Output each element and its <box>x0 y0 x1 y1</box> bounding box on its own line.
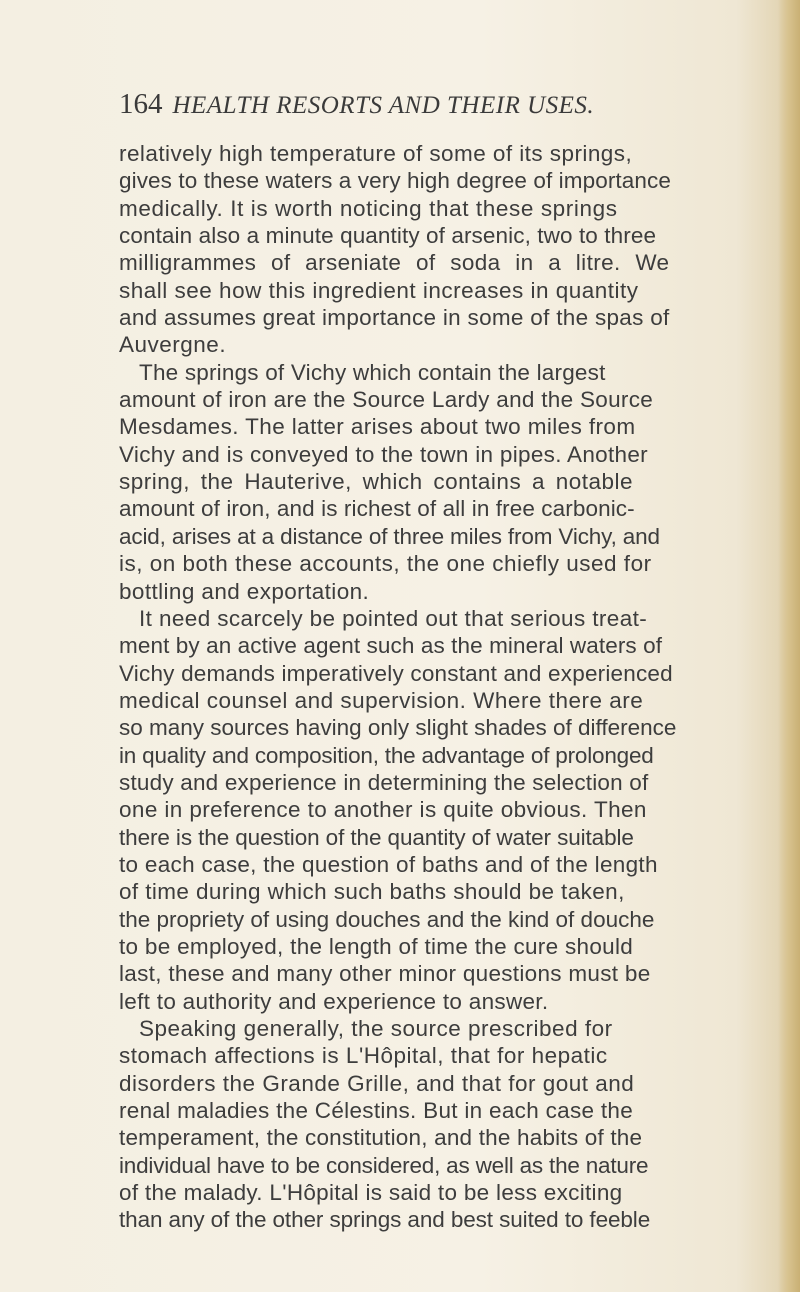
text-line: medically. It is worth noticing that these springs <box>119 195 618 221</box>
text-line: bottling and exportation. <box>119 578 370 604</box>
text-line: of time during which such baths should be taken, <box>119 879 625 905</box>
text-line: medical counsel and supervision. Where there are <box>119 687 644 713</box>
text-line: study and experience in determining the selection of <box>119 769 649 795</box>
text-line: spring, the Hauterive, which contains a notable <box>119 469 634 495</box>
text-line: last, these and many other minor questions must be <box>119 961 651 987</box>
text-line: shall see how this ingredient increases in quantity <box>119 277 639 303</box>
text-line: contain also a minute quantity of arsenic, two to three <box>119 223 657 249</box>
text-line: and assumes great importance in some of the spas of <box>119 305 670 331</box>
text-line: the propriety of using douches and the kind of douche <box>119 906 655 932</box>
text-line: Mesdames. The latter arises about two miles from <box>119 414 636 440</box>
text-line: is, on both these accounts, the one chiefly used for <box>119 551 652 577</box>
text-line: relatively high temperature of some of its springs, <box>119 141 633 166</box>
text-line: Vichy demands imperatively constant and experienced <box>119 660 673 686</box>
text-line: so many sources having only slight shades of difference <box>119 715 677 741</box>
text-line: ment by an active agent such as the mineral waters of <box>119 633 663 659</box>
body-text <box>119 140 799 1234</box>
text-line: temperament, the constitution, and the habits of the <box>119 1125 643 1151</box>
text-line: disorders the Grande Grille, and that for gout and <box>119 1070 635 1096</box>
running-title: HEALTH RESORTS AND THEIR USES. <box>172 92 595 119</box>
text-line: one in preference to another is quite obvious. Then <box>119 797 647 823</box>
text-line: amount of iron are the Source Lardy and the Source <box>119 387 654 413</box>
text-line: Vichy and is conveyed to the town in pipes. Another <box>119 441 648 467</box>
text-line: renal maladies the Célestins. But in each case the <box>119 1098 634 1124</box>
page-header <box>119 88 759 121</box>
text-line: Auvergne. <box>119 332 227 358</box>
text-line: of the malady. L'Hôpital is said to be less exciting <box>119 1180 623 1206</box>
text-line: gives to these waters a very high degree of importance <box>119 168 671 194</box>
text-line: left to authority and experience to answer. <box>119 988 549 1014</box>
text-line: acid, arises at a distance of three miles from Vichy, and <box>119 523 660 549</box>
text-line: to each case, the question of baths and of the length <box>119 851 658 877</box>
page-number: 164 <box>119 88 163 120</box>
text-line: milligrammes of arseniate of soda in a litre. We <box>119 250 670 276</box>
text-line: Speaking generally, the source prescribed for <box>139 1016 613 1041</box>
text-line: there is the question of the quantity of water suitable <box>119 824 634 850</box>
text-line: in quality and composition, the advantage of prolonged <box>119 742 654 768</box>
text-line: The springs of Vichy which contain the largest <box>139 359 606 385</box>
text-line: to be employed, the length of time the cure should <box>119 933 634 959</box>
text-line: stomach affections is L'Hôpital, that for hepatic <box>119 1043 608 1069</box>
text-line: individual have to be considered, as well as the nature <box>119 1152 649 1178</box>
text-line: It need scarcely be pointed out that serious treat- <box>139 605 648 631</box>
text-line: amount of iron, and is richest of all in free carbonic- <box>119 496 635 522</box>
text-line: than any of the other springs and best suited to feeble <box>119 1207 651 1233</box>
